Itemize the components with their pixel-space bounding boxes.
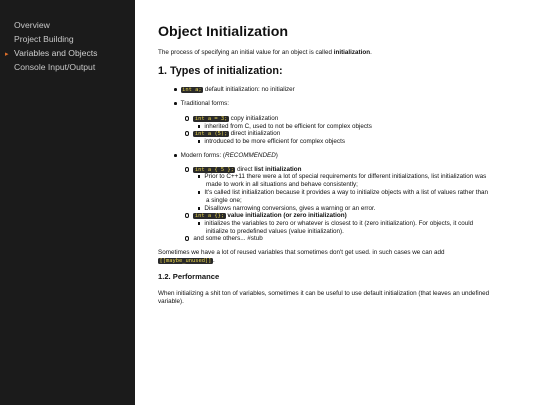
list-item-bold: value initialization (or zero initialization): [225, 212, 347, 219]
bullet-icon: [174, 88, 177, 91]
section-heading-performance: 1.2. Performance: [158, 272, 220, 281]
active-marker-icon: ▸: [5, 51, 9, 58]
list-item-text: introduced to be more efficient for complex objects: [204, 138, 345, 145]
bullet-icon: [174, 102, 177, 105]
intro-end: .: [370, 49, 372, 56]
sidebar-item-label: Variables and Objects: [14, 48, 98, 58]
list-item-text: Disallows narrowing conversions, gives a warning or an error.: [204, 205, 376, 212]
list-item: [185, 235, 263, 243]
sidebar-item-overview[interactable]: [5, 20, 50, 31]
sidebar-item-console-io[interactable]: [5, 62, 95, 73]
sidebar-item-label: Overview: [14, 20, 50, 30]
list-item-text: ): [275, 152, 278, 159]
bullet-icon: [198, 175, 200, 177]
bullet-icon: [185, 236, 189, 240]
list-item: [198, 173, 486, 181]
list-item: [174, 86, 295, 95]
list-item-emphasis: RECOMMENDED: [225, 152, 276, 159]
code-snippet: int a {};: [194, 213, 225, 219]
article: [158, 0, 530, 405]
bullet-icon: [185, 131, 189, 135]
list-item-continuation: a single one;: [206, 197, 242, 204]
bullet-icon: [198, 191, 200, 193]
list-item-text: Traditional forms:: [180, 100, 230, 107]
bullet-icon: [198, 222, 200, 224]
list-item-text: default initialization: no initializer: [203, 86, 295, 93]
sidebar-item-label: Console Input/Output: [14, 62, 96, 72]
list-item-text: initializes the variables to zero or whatever is closest to it (zero initialization). For objects, it could: [204, 220, 474, 227]
list-item: [174, 152, 278, 160]
list-item-text: inherited from C, used to not be efficient for complex objects: [204, 123, 372, 130]
bullet-icon: [185, 116, 189, 120]
list-item-text: direct: [235, 166, 255, 173]
list-item-text: copy initialization: [228, 115, 279, 122]
list-item-text: It's called list initialization because it provides a way to initialize objects with a list of values rather than: [204, 189, 489, 196]
sidebar-item-label: Project Building: [14, 34, 74, 44]
sidebar: [0, 0, 135, 405]
list-item-text: Prior to C++11 there were a lot of special requirements for different initializations, list initialization was: [204, 173, 487, 180]
paragraph-end: .: [212, 257, 215, 264]
list-item-text: Modern forms: (: [180, 152, 226, 159]
list-item: [174, 100, 229, 108]
sidebar-item-project-building[interactable]: [5, 34, 74, 45]
list-item: [198, 220, 473, 228]
unused-paragraph-cont: [158, 257, 215, 266]
code-snippet: int a { 5 };: [194, 167, 234, 173]
intro-text: The process of specifying an initial value for an object is called: [158, 49, 334, 56]
list-item-text: direct initialization: [228, 130, 281, 137]
bullet-icon: [198, 125, 200, 127]
list-item-continuation: initialize to predefined values (value initialization).: [206, 228, 344, 235]
performance-paragraph-cont: variable).: [158, 298, 184, 305]
code-snippet: int a;: [182, 87, 202, 93]
unused-paragraph: Sometimes we have a lot of reused variables that sometimes don't get used. in such cases we can add: [158, 249, 445, 256]
list-item: [198, 189, 488, 197]
sidebar-item-variables-and-objects[interactable]: [5, 48, 97, 60]
section-heading-types: 1. Types of initialization:: [158, 65, 283, 77]
page-title: Object Initialization: [158, 24, 289, 40]
list-item-continuation: made to work in all situations and behave consistently;: [206, 181, 358, 188]
list-item-bold: list initialization: [254, 166, 302, 173]
performance-paragraph: When initializing a shit ton of variables, sometimes it can be useful to use default initialization (that leaves an undefined: [158, 290, 490, 297]
list-item: [198, 138, 345, 146]
list-item-text: and some others... #stub: [193, 235, 263, 242]
code-snippet: [[maybe_unused]]: [159, 258, 212, 264]
bullet-icon: [198, 207, 200, 209]
intro-bold: initialization: [333, 49, 371, 56]
bullet-icon: [185, 167, 189, 171]
code-snippet: int a (5);: [194, 131, 228, 137]
intro-paragraph: [158, 49, 372, 57]
code-snippet: int a = 3;: [194, 116, 228, 122]
bullet-icon: [198, 140, 200, 142]
bullet-icon: [185, 213, 189, 217]
bullet-icon: [174, 154, 177, 157]
